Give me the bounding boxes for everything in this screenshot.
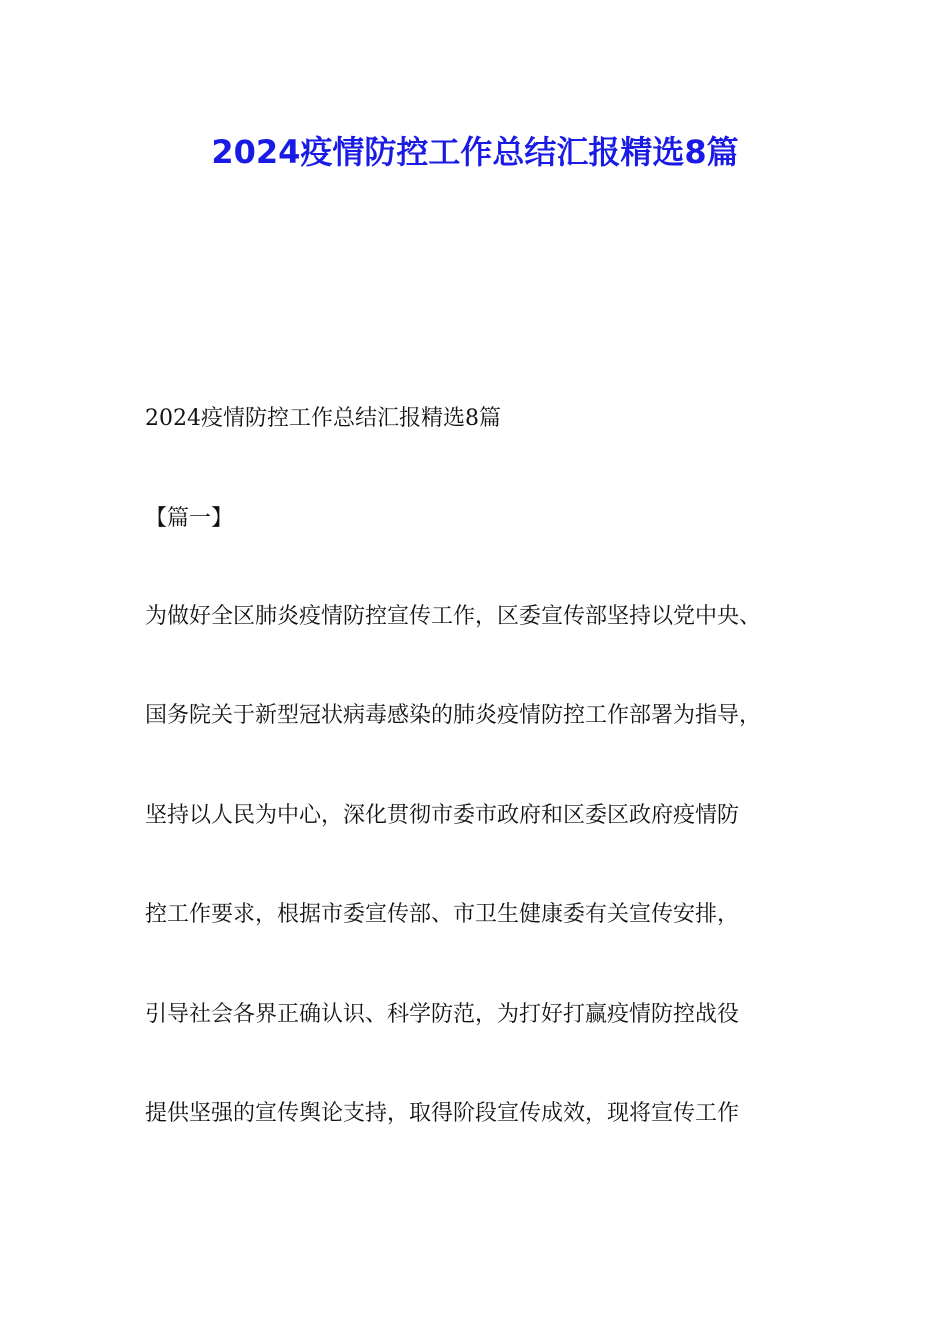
section-heading: 【篇一】 <box>145 506 234 531</box>
paragraph-line: 为做好全区肺炎疫情防控宣传工作，区委宣传部坚持以党中央、 <box>145 604 762 629</box>
paragraph-line: 国务院关于新型冠状病毒感染的肺炎疫情防控工作部署为指导， <box>145 703 762 728</box>
paragraph-line: 控工作要求，根据市委宣传部、市卫生健康委有关宣传安排， <box>145 902 740 927</box>
paragraph-line: 引导社会各界正确认识、科学防范，为打好打赢疫情防控战役 <box>145 1002 740 1027</box>
document-subtitle: 2024疫情防控工作总结汇报精选8篇 <box>145 406 501 431</box>
paragraph-line: 坚持以人民为中心，深化贯彻市委市政府和区委区政府疫情防 <box>145 803 740 828</box>
paragraph-line: 提供坚强的宣传舆论支持，取得阶段宣传成效，现将宣传工作 <box>145 1101 740 1126</box>
document-title: 2024疫情防控工作总结汇报精选8篇 <box>211 133 739 171</box>
